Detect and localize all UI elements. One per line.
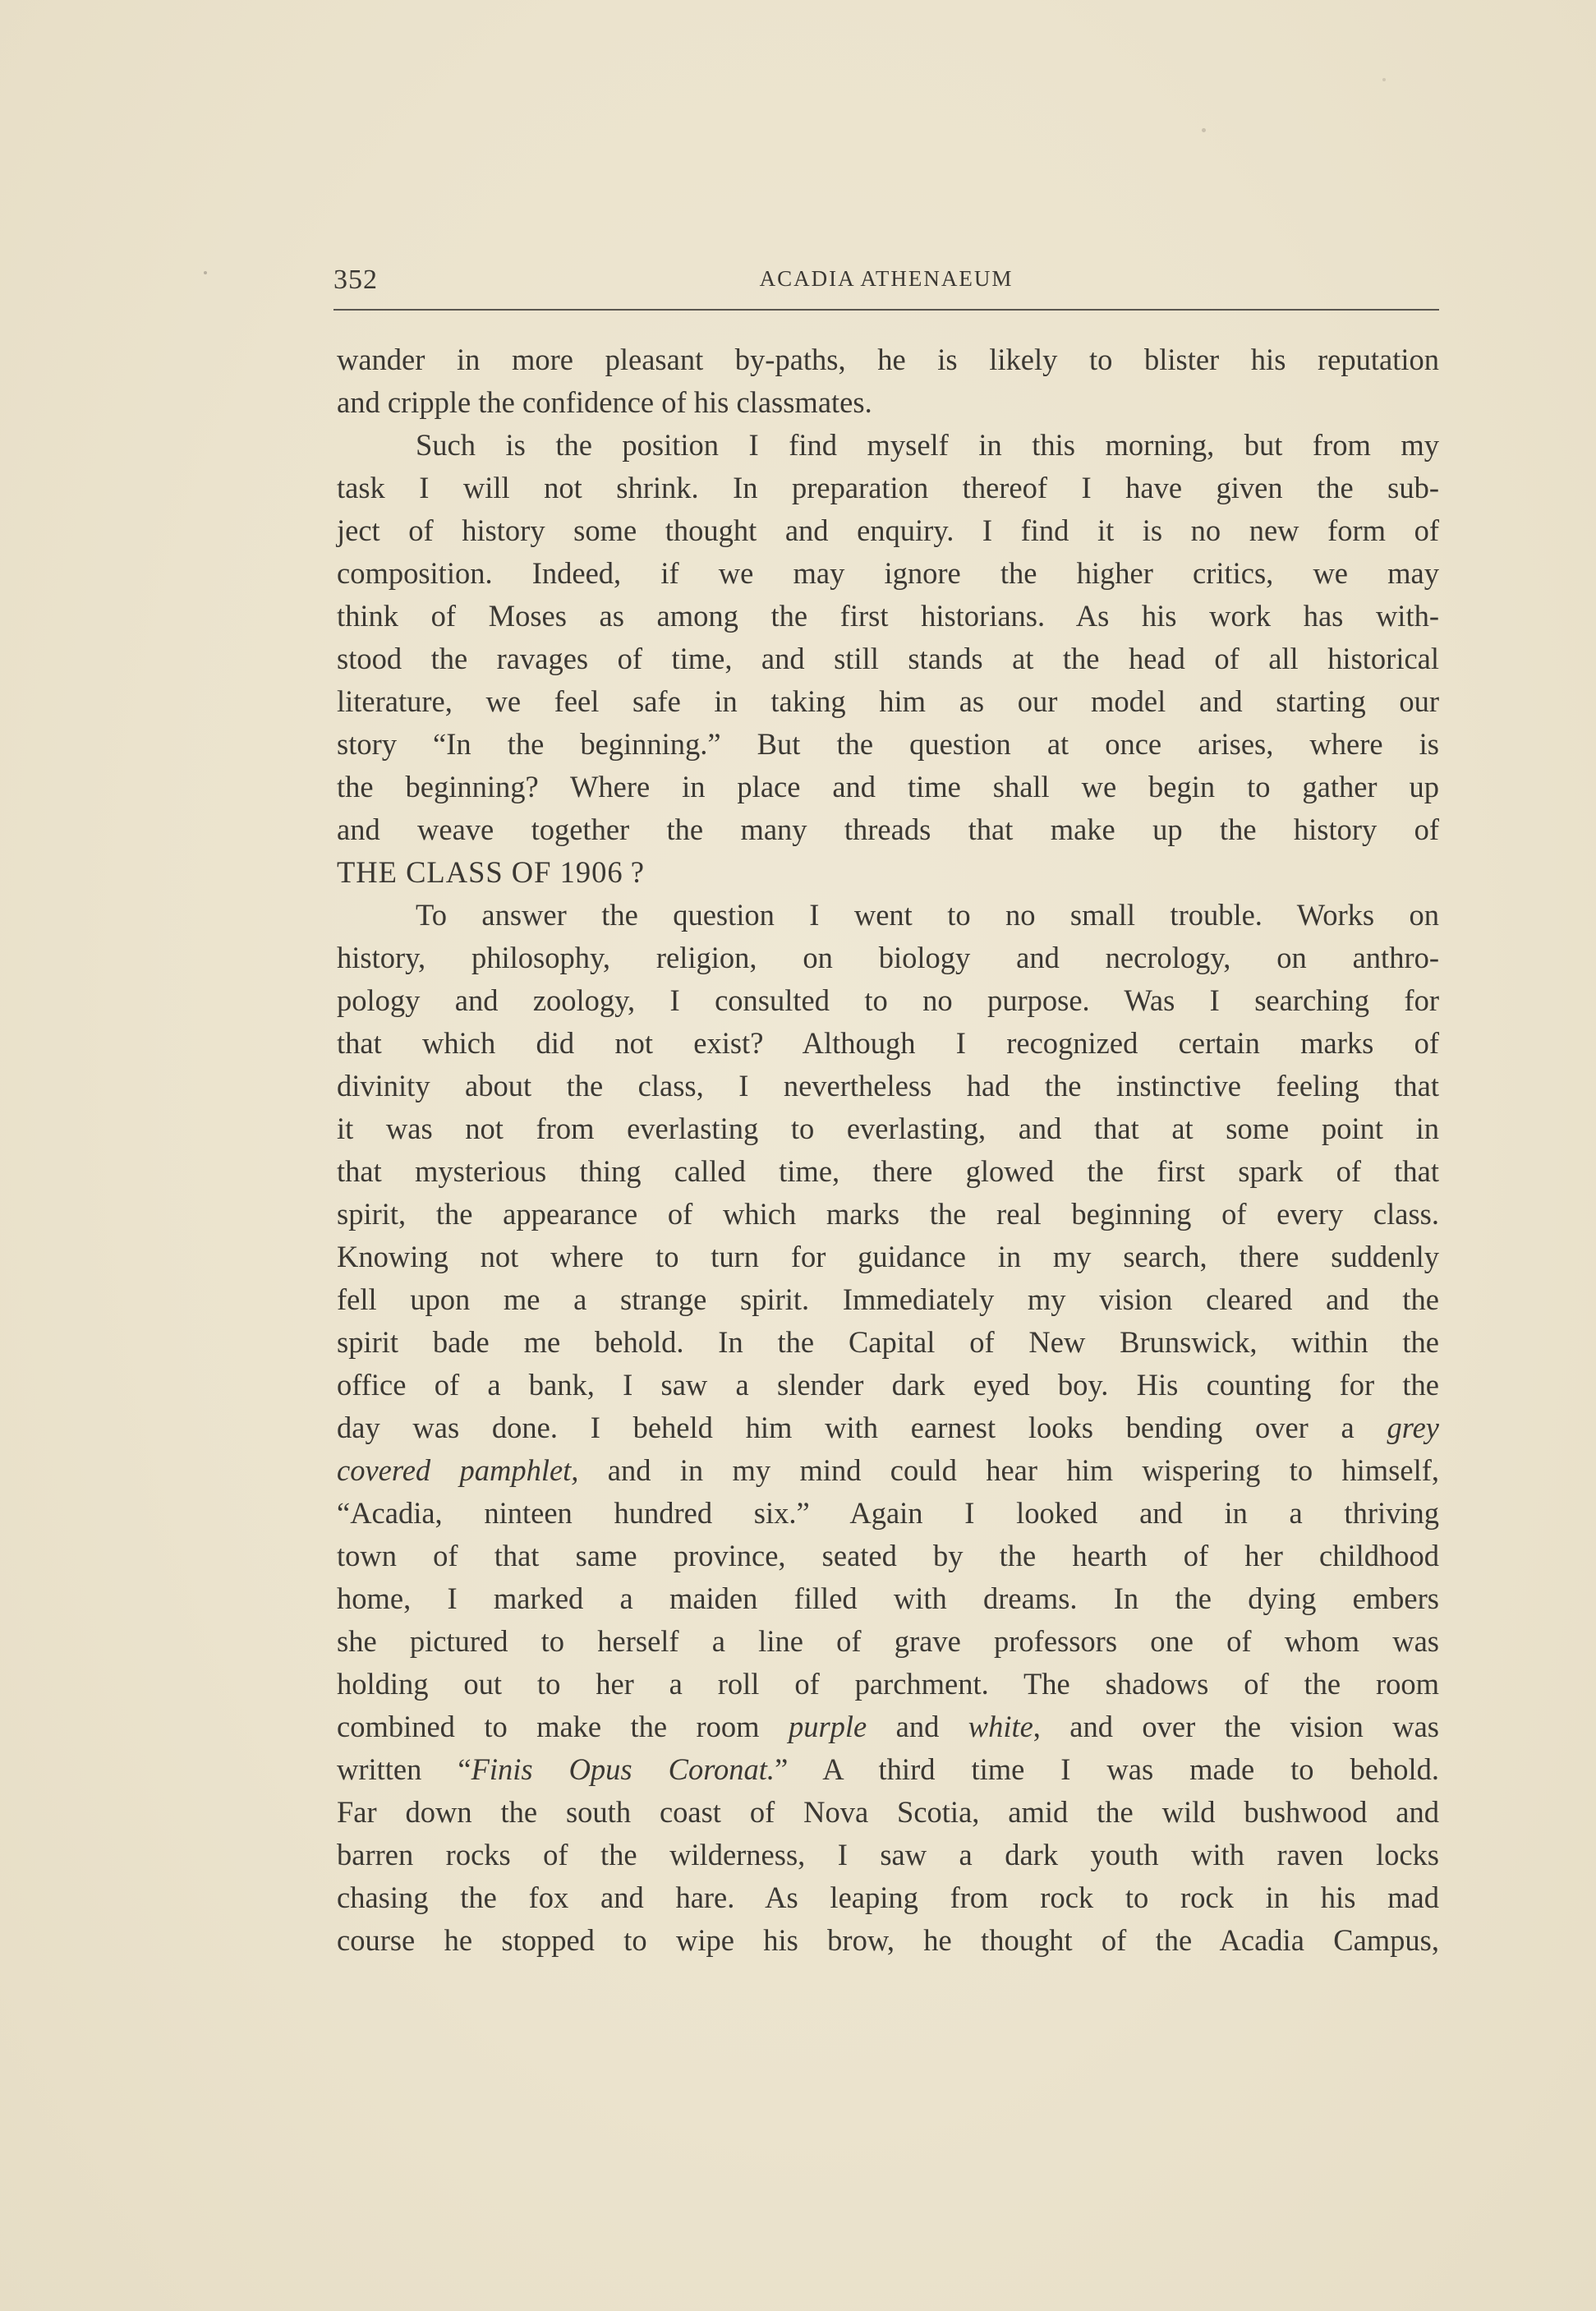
text-line: town of that same province, seated by the hearth of her childhood <box>337 1539 1439 1572</box>
text-line: spirit bade me behold. In the Capital of New Brunswick, within the <box>337 1325 1439 1359</box>
text-line: it was not from everlasting to everlasting, and that at some point in <box>337 1112 1439 1145</box>
text-line: chasing the fox and hare. As leaping from rock to rock in his mad <box>337 1881 1439 1914</box>
text-line: office of a bank, I saw a slender dark eyed boy. His counting for the <box>337 1368 1439 1402</box>
text-line: spirit, the appearance of which marks the real beginning of every class. <box>337 1197 1439 1231</box>
text-line: pology and zoology, I consulted to no purpose. Was I searching for <box>337 983 1439 1017</box>
text-line-colors <box>337 1706 1439 1748</box>
paper-speck <box>204 271 207 274</box>
paper-speck <box>1382 78 1386 81</box>
text-line: stood the ravages of time, and still stands at the head of all historical <box>337 642 1439 675</box>
text-segment: and <box>895 1710 940 1743</box>
italic-word: grey <box>1387 1411 1439 1444</box>
text-line: that mysterious thing called time, there glowed the first spark of that <box>337 1154 1439 1188</box>
text-line: composition. Indeed, if we may ignore the higher critics, we may <box>337 556 1439 590</box>
text-segment: combined to make the room <box>337 1710 760 1743</box>
text-line: and cripple the confidence of his classmates. <box>337 385 872 419</box>
text-segment: written “ <box>337 1752 471 1786</box>
italic-word: purple <box>788 1710 867 1743</box>
text-line-class <box>337 851 1439 894</box>
text-line-motto <box>337 1748 1439 1791</box>
text-line: course he stopped to wipe his brow, he thought of the Acadia Campus, <box>337 1923 1439 1957</box>
text-line: Such is the position I find myself in this morning, but from my <box>416 428 1439 462</box>
text-segment: and in my mind could hear him wispering to himself, <box>607 1453 1439 1487</box>
text-line: the beginning? Where in place and time shall we begin to gather up <box>337 770 1439 803</box>
text-line: literature, we feel safe in taking him as our model and starting our <box>337 684 1439 718</box>
text-line-pamphlet <box>337 1449 1439 1492</box>
text-line: think of Moses as among the first historians. As his work has with- <box>337 599 1439 633</box>
italic-motto: Finis Opus Coronat. <box>471 1752 775 1786</box>
class-name: THE CLASS OF 1906 <box>337 855 623 889</box>
text-line: that which did not exist? Although I recognized certain marks of <box>337 1026 1439 1060</box>
text-segment: day was done. I beheld him with earnest looks bending over a <box>337 1411 1355 1444</box>
text-line: To answer the question I went to no small trouble. Works on <box>416 898 1439 932</box>
text-line: history, philosophy, religion, on biology and necrology, on anthro- <box>337 941 1439 974</box>
article-body <box>337 338 1439 1962</box>
text-line: ject of history some thought and enquiry. I find it is no new form of <box>337 513 1439 547</box>
header-rule <box>333 309 1439 311</box>
text-line: Far down the south coast of Nova Scotia, amid the wild bushwood and <box>337 1795 1439 1829</box>
text-line: Knowing not where to turn for guidance in my search, there suddenly <box>337 1240 1439 1273</box>
text-line: holding out to her a roll of parchment. The shadows of the room <box>337 1667 1439 1701</box>
class-suffix: ? <box>623 855 644 889</box>
text-line: “Acadia, ninteen hundred six.” Again I looked and in a thriving <box>337 1496 1439 1530</box>
page-number: 352 <box>333 265 378 295</box>
text-segment: ” A third time I was made to behold. <box>775 1752 1439 1786</box>
text-line: story “In the beginning.” But the question at once arises, where is <box>337 727 1439 761</box>
text-line-grey <box>337 1406 1439 1449</box>
text-line: and weave together the many threads that make up the history of <box>337 813 1439 846</box>
text-line: barren rocks of the wilderness, I saw a dark youth with raven locks <box>337 1838 1439 1871</box>
running-head <box>333 261 1439 307</box>
journal-title: ACADIA ATHENAEUM <box>759 266 1014 291</box>
text-line: divinity about the class, I nevertheless had the instinctive feeling that <box>337 1069 1439 1103</box>
text-line: wander in more pleasant by-paths, he is likely to blister his reputation <box>337 343 1439 376</box>
italic-word: white <box>968 1710 1033 1743</box>
text-line: home, I marked a maiden filled with dreams. In the dying embers <box>337 1581 1439 1615</box>
paper-speck <box>1202 128 1206 132</box>
italic-phrase: covered pamphlet, <box>337 1453 579 1487</box>
text-line: task I will not shrink. In preparation thereof I have given the sub- <box>337 471 1439 504</box>
text-line: she pictured to herself a line of grave professors one of whom was <box>337 1624 1439 1658</box>
text-line: fell upon me a strange spirit. Immediately my vision cleared and the <box>337 1282 1439 1316</box>
text-segment: , and over the vision was <box>1033 1710 1439 1743</box>
